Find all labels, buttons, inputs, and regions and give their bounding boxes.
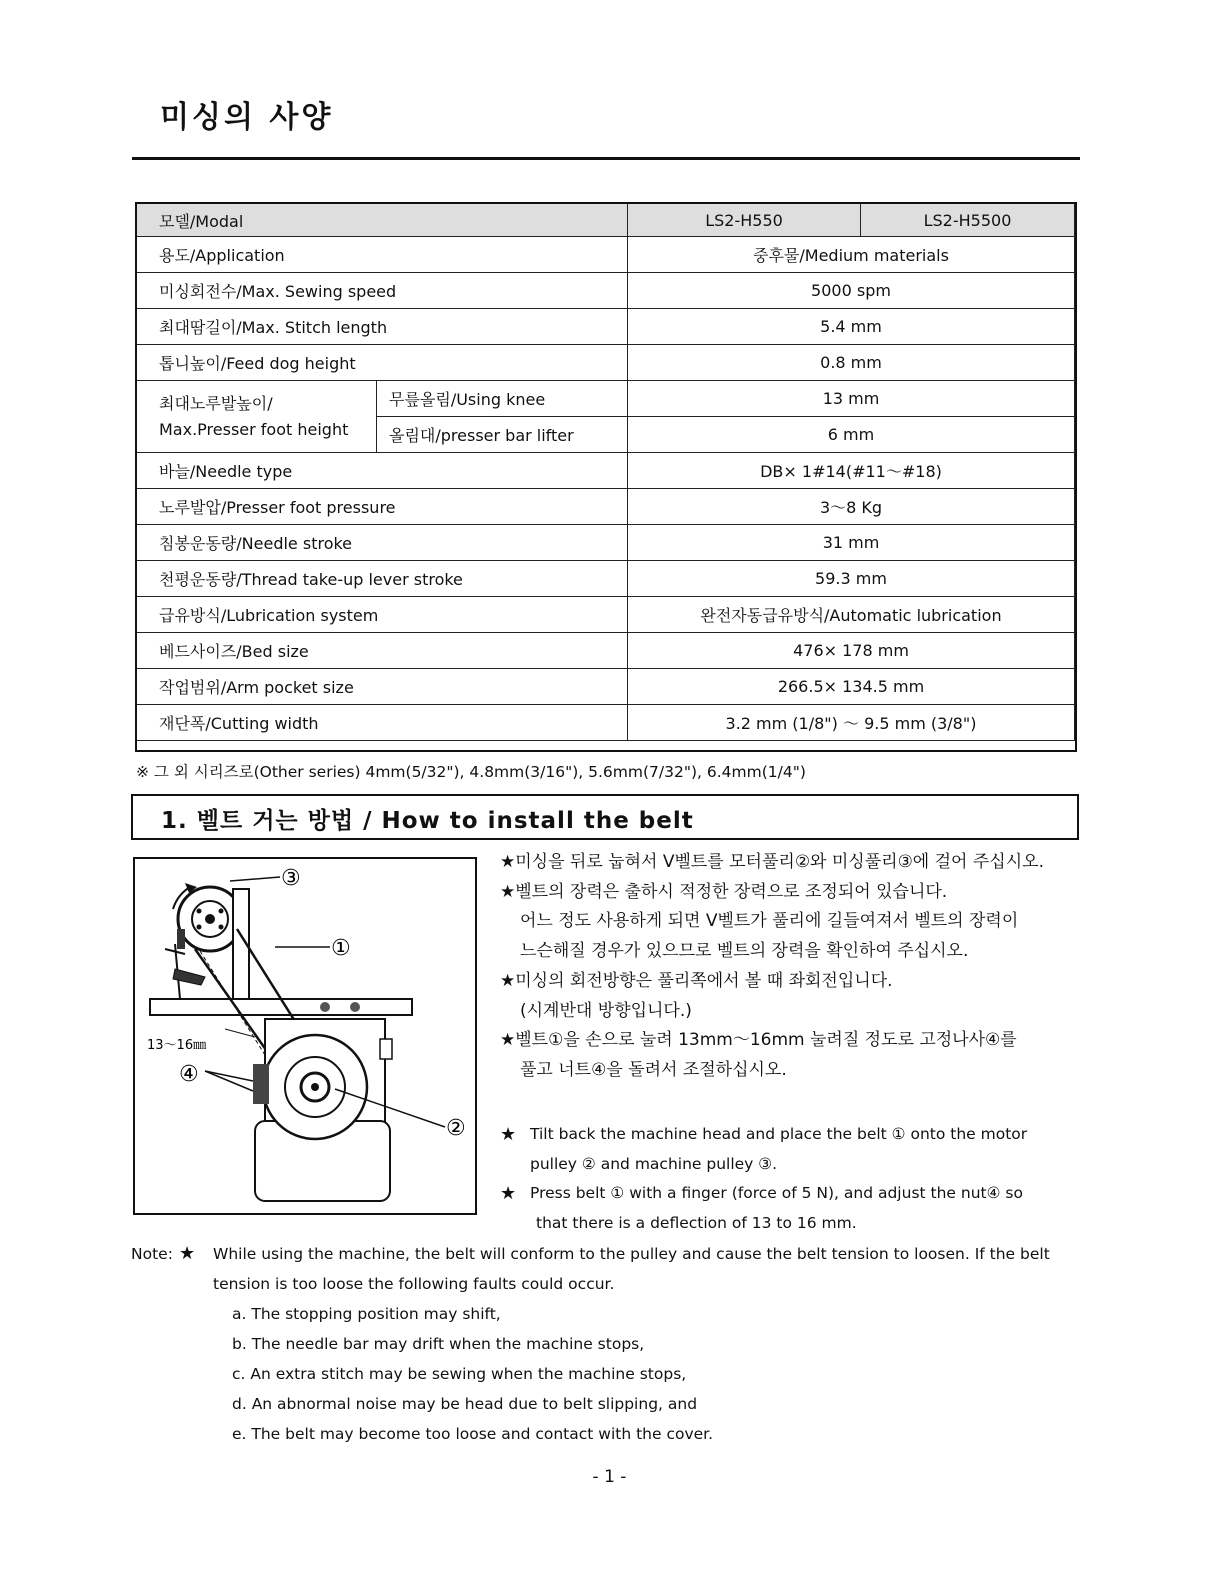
spec-header-model-a: LS2-H550 bbox=[628, 204, 861, 237]
spec-label: 침봉운동량/Needle stroke bbox=[137, 525, 628, 561]
en-note-text: Press belt ① with a finger (force of 5 N), and adjust the nut④ so bbox=[530, 1184, 1023, 1203]
ko-note-line: 풀고 너트④을 돌려서 조절하십시오. bbox=[520, 1059, 787, 1080]
spec-row bbox=[137, 381, 1075, 417]
note-text: tension is too loose the following faults could occur. bbox=[213, 1275, 615, 1293]
spec-value: 5.4 mm bbox=[628, 309, 1075, 345]
list-item: b. The needle bar may drift when the machine stops, bbox=[232, 1335, 645, 1353]
spec-label: 최대땀길이/Max. Stitch length bbox=[137, 309, 628, 345]
presser-height-label bbox=[137, 381, 377, 453]
spec-value: 0.8 mm bbox=[628, 345, 1075, 381]
ko-note-line: ★벨트①을 손으로 눌려 13mm～16mm 눌려질 정도로 고정나사④를 bbox=[500, 1030, 1017, 1051]
callout-3: ③ bbox=[281, 866, 301, 891]
english-instructions bbox=[500, 1120, 1078, 1239]
spec-table bbox=[136, 203, 1075, 741]
ko-note-line: ★미싱의 회전방향은 풀리쪽에서 볼 때 좌회전입니다. bbox=[500, 970, 893, 991]
spec-label: 미싱회전수/Max. Sewing speed bbox=[137, 273, 628, 309]
en-note-text: pulley ② and machine pulley ③. bbox=[530, 1154, 778, 1173]
ko-note-line: (시계반대 방향입니다.) bbox=[520, 1000, 692, 1021]
adjust-nut bbox=[253, 1064, 269, 1104]
spec-value: 6 mm bbox=[628, 417, 1075, 453]
belt-illustration bbox=[135, 859, 475, 1213]
page-title: 미싱의 사양 bbox=[160, 100, 334, 135]
spec-row bbox=[137, 453, 1075, 489]
spec-row bbox=[137, 525, 1075, 561]
spec-row bbox=[137, 669, 1075, 705]
spec-header-label: 모델/Modal bbox=[137, 204, 628, 237]
ko-note-line: 어느 정도 사용하게 되면 V벨트가 풀리에 길들여져서 벨트의 장력이 bbox=[520, 911, 1019, 932]
note-list bbox=[131, 1299, 1078, 1449]
other-series-footnote: ※ 그 외 시리즈로(Other series) 4mm(5/32"), 4.8mm(3/16"), 5.6mm(7/32"), 6.4mm(1/4") bbox=[136, 763, 806, 781]
spec-value: 59.3 mm bbox=[628, 561, 1075, 597]
note-label: Note: bbox=[131, 1245, 173, 1263]
spec-row bbox=[137, 345, 1075, 381]
ko-note-line: 느슨해질 경우가 있으므로 벨트의 장력을 확인하여 주십시오. bbox=[520, 941, 969, 962]
spec-sublabel: 무릎올림/Using knee bbox=[377, 381, 628, 417]
callout-2: ② bbox=[446, 1116, 466, 1141]
machine-table bbox=[150, 999, 412, 1015]
section-header bbox=[131, 794, 1079, 840]
spec-value: 13 mm bbox=[628, 381, 1075, 417]
spec-label: 급유방식/Lubrication system bbox=[137, 597, 628, 633]
ko-note-line: ★미싱을 뒤로 눕혀서 V벨트를 모터풀리②와 미싱풀리③에 걸어 주십시오. bbox=[500, 852, 1044, 872]
spec-value: 5000 spm bbox=[628, 273, 1075, 309]
spec-value: 완전자동급유방식/Automatic lubrication bbox=[628, 597, 1075, 633]
spec-row bbox=[137, 705, 1075, 741]
spec-label: 용도/Application bbox=[137, 237, 628, 273]
spec-label: 재단폭/Cutting width bbox=[137, 705, 628, 741]
spec-label: 작업범위/Arm pocket size bbox=[137, 669, 628, 705]
star-icon: ★ bbox=[500, 1183, 517, 1205]
spec-sublabel: 올림대/presser bar lifter bbox=[377, 417, 628, 453]
spec-row bbox=[137, 237, 1075, 273]
spec-header-model-b: LS2-H5500 bbox=[861, 204, 1075, 237]
spec-label: 베드사이즈/Bed size bbox=[137, 633, 628, 669]
spec-value: 중후물/Medium materials bbox=[628, 237, 1075, 273]
en-note-text: Tilt back the machine head and place the belt ① onto the motor bbox=[530, 1125, 1028, 1143]
spec-row bbox=[137, 489, 1075, 525]
spec-row bbox=[137, 273, 1075, 309]
presser-height-label-ko: 최대노루발높이/ bbox=[159, 393, 273, 413]
spec-value: DB× 1#14(#11～#18) bbox=[628, 453, 1075, 489]
spec-value: 266.5× 134.5 mm bbox=[628, 669, 1075, 705]
en-note-item bbox=[500, 1120, 1078, 1150]
spec-label: 바늘/Needle type bbox=[137, 453, 628, 489]
page-number: - 1 - bbox=[592, 1467, 627, 1487]
spec-label: 톱니높이/Feed dog height bbox=[137, 345, 628, 381]
presser-height-label-en: Max.Presser foot height bbox=[159, 419, 349, 439]
callout-4: ④ bbox=[179, 1062, 199, 1087]
spec-label: 노루발압/Presser foot pressure bbox=[137, 489, 628, 525]
spec-value: 476× 178 mm bbox=[628, 633, 1075, 669]
star-icon: ★ bbox=[179, 1243, 196, 1264]
spec-value: 3～8 Kg bbox=[628, 489, 1075, 525]
spec-row bbox=[137, 309, 1075, 345]
callout-1: ① bbox=[331, 936, 351, 961]
deflection-label: 13～16㎜ bbox=[147, 1038, 207, 1053]
spec-header-row bbox=[137, 204, 1075, 237]
spec-row bbox=[137, 633, 1075, 669]
spec-value: 31 mm bbox=[628, 525, 1075, 561]
title-divider bbox=[132, 157, 1080, 160]
star-icon: ★ bbox=[500, 1124, 517, 1145]
note-block bbox=[131, 1239, 1078, 1449]
ko-note-line: ★벨트의 장력은 출하시 적정한 장력으로 조정되어 있습니다. bbox=[500, 881, 948, 902]
belt-installation-figure bbox=[133, 857, 477, 1215]
spec-row bbox=[137, 597, 1075, 633]
list-item: d. An abnormal noise may be head due to belt slipping, and bbox=[232, 1395, 698, 1413]
list-item: c. An extra stitch may be sewing when the machine stops, bbox=[232, 1365, 687, 1383]
section-title: 1. 벨트 거는 방법 / How to install the belt bbox=[161, 808, 694, 834]
spec-value: 3.2 mm (1/8") ～ 9.5 mm (3/8") bbox=[628, 705, 1075, 741]
korean-instructions bbox=[500, 848, 1090, 1086]
note-text: While using the machine, the belt will conform to the pulley and cause the belt tension to loosen. If the belt bbox=[213, 1245, 1050, 1263]
spec-row bbox=[137, 561, 1075, 597]
list-item: a. The stopping position may shift, bbox=[232, 1305, 501, 1323]
spec-label: 천평운동량/Thread take-up lever stroke bbox=[137, 561, 628, 597]
en-note-text: that there is a deflection of 13 to 16 mm. bbox=[536, 1214, 857, 1233]
list-item: e. The belt may become too loose and contact with the cover. bbox=[232, 1425, 714, 1443]
en-note-item bbox=[500, 1179, 1078, 1209]
